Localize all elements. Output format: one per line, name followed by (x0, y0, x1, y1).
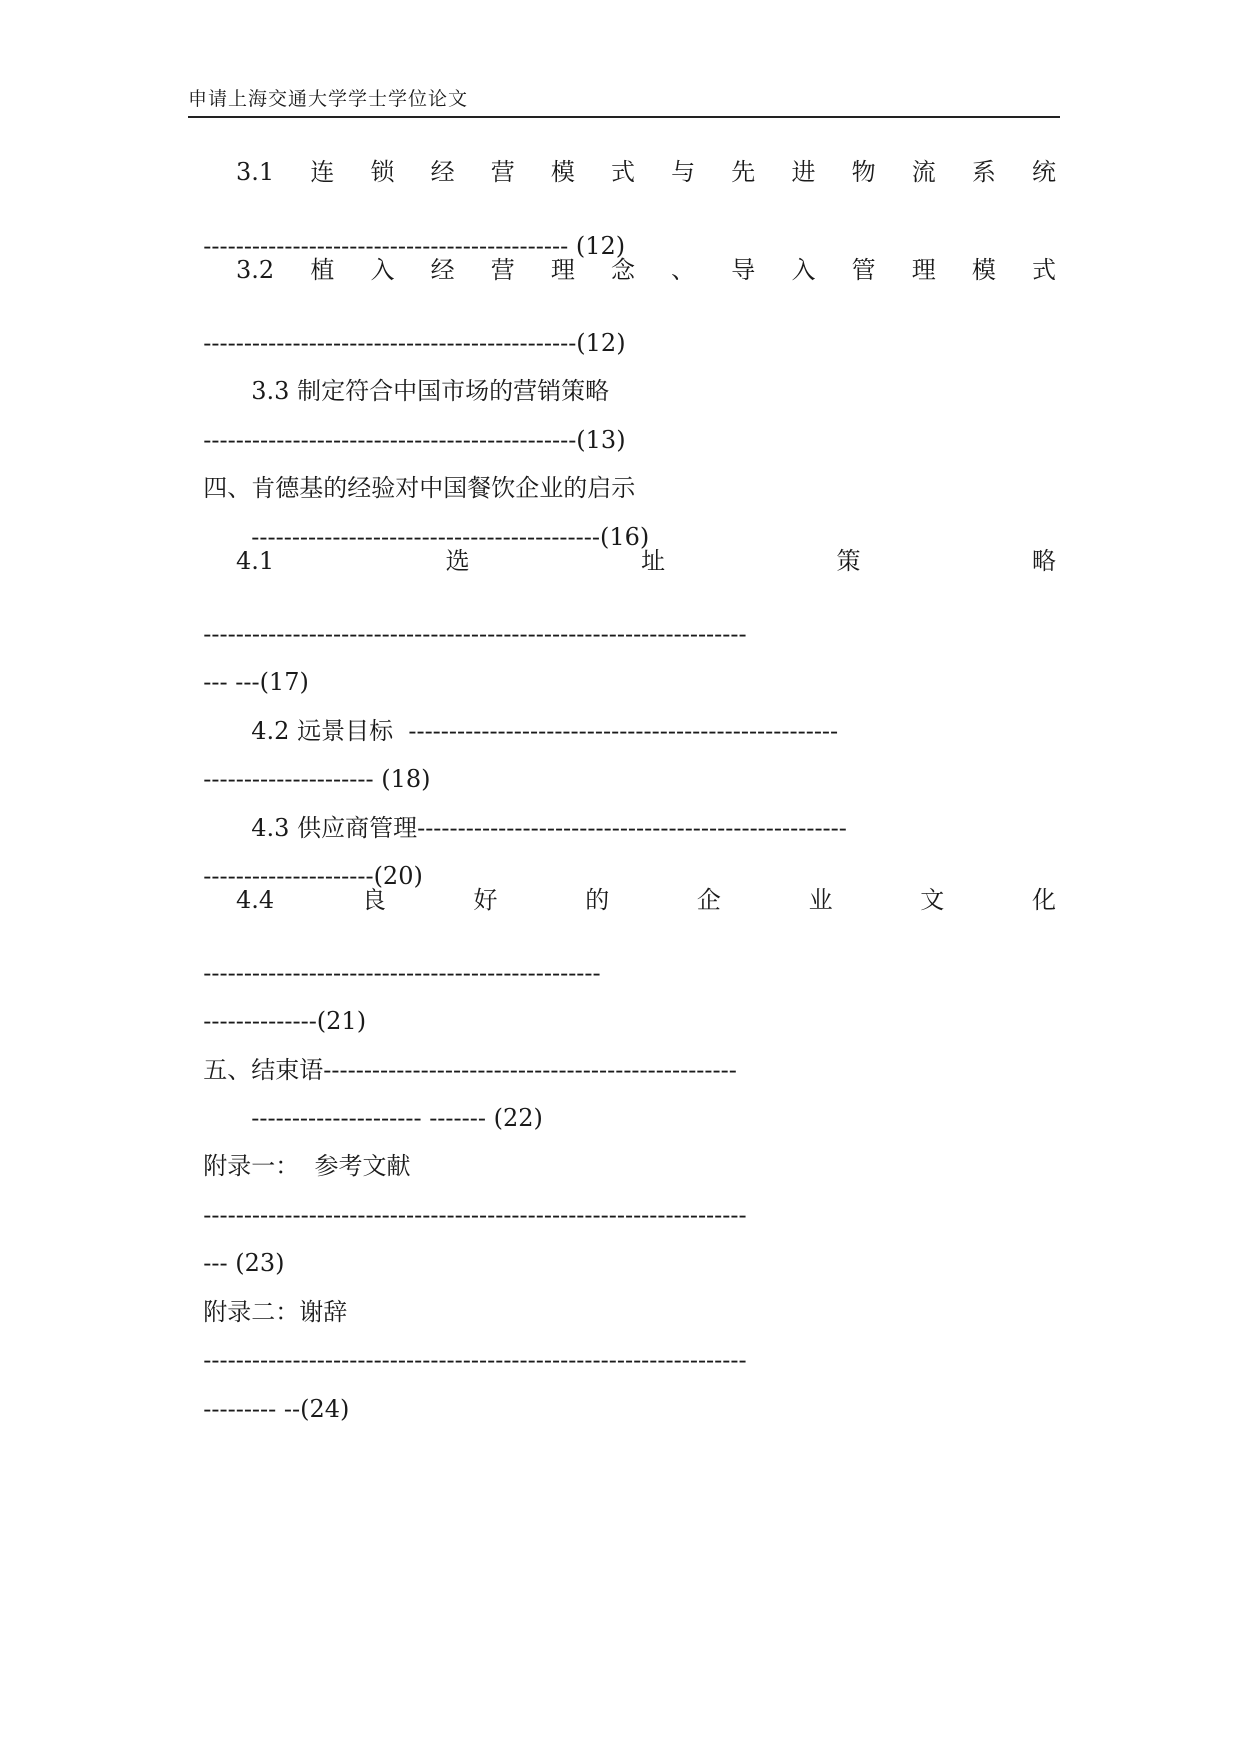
page-number: (23) (235, 1249, 285, 1275)
toc-appendix-2-title (188, 1276, 347, 1324)
toc-entry-4-4-dashes (188, 937, 601, 985)
entry-title: 制定符合中国市场的营销策略 (297, 377, 610, 405)
page-number: (12) (575, 232, 626, 258)
toc-entry-4-1-tail (188, 646, 309, 694)
title-char: 策 (836, 547, 861, 575)
toc-entry-3-2-dashes (188, 307, 626, 355)
entry-title: 五、结束语 (203, 1056, 324, 1084)
toc-entry-4-3-title (236, 792, 1060, 840)
title-char: 先 (731, 158, 756, 186)
leader-dashes: --------------------- ------- (251, 1104, 486, 1130)
toc-entry-4-1-title (236, 549, 1056, 573)
leader-dashes: ------------------------------------------------- (203, 959, 601, 985)
entry-title: 四、肯德基的经验对中国餐饮企业的启示 (203, 474, 636, 502)
title-char: 企 (696, 886, 721, 914)
title-char: 连 (310, 158, 335, 186)
toc-entry-4-4-tail (188, 985, 366, 1033)
toc-entry-4-1-dashes (188, 598, 1060, 646)
leader-dashes: -------------- (203, 1007, 317, 1033)
title-char: 选 (445, 547, 470, 575)
page-number: (17) (259, 668, 309, 694)
toc-entry-4-2-title (236, 695, 1060, 743)
entry-number: 3.3 (251, 377, 290, 405)
entry-number: 4.3 (251, 814, 290, 840)
title-char: 与 (671, 158, 696, 186)
title-char: 址 (641, 547, 666, 575)
toc-appendix-1-title (188, 1130, 411, 1178)
title-char: 文 (920, 886, 945, 914)
title-char: 营 (490, 256, 515, 284)
leader-dashes: ------------------------------------------- (251, 523, 600, 549)
leader-dashes: --------------------------------------------------- (323, 1056, 737, 1084)
title-char: 经 (430, 158, 455, 186)
title-char: 系 (971, 158, 996, 186)
title-char: 理 (911, 256, 936, 284)
entry-title: 附录一： 参考文献 (203, 1152, 411, 1180)
title-char: 、 (671, 256, 696, 284)
toc-entry-3-1-dashes (188, 210, 625, 258)
toc-entry-3-2-title (236, 258, 1056, 282)
entry-number: 3.2 (236, 256, 275, 284)
page-number: (22) (493, 1104, 543, 1130)
leader-dashes: --------------------- (203, 862, 374, 888)
title-char: 统 (1032, 158, 1056, 186)
title-char: 流 (911, 158, 936, 186)
page-header (188, 88, 1060, 118)
toc-entry-3-3-dashes (188, 404, 626, 452)
leader-dashes: ------------------------------------------------------------------- (203, 1201, 747, 1227)
title-char: 式 (611, 158, 636, 186)
page-number: (13) (576, 426, 626, 452)
leader-dashes: ------------------------------------------------------------------- (203, 1346, 747, 1372)
leader-dashes: --------------------------------------------- (203, 232, 569, 258)
leader-dashes: ----------------------------------------------------- (408, 717, 839, 743)
entry-number: 4.4 (236, 886, 275, 914)
title-char: 良 (361, 886, 386, 914)
toc-entry-4-dashes (236, 501, 649, 549)
page-number: (18) (381, 765, 431, 791)
title-char: 业 (808, 886, 833, 914)
leader-dashes: --------------------- (203, 765, 374, 791)
entry-title: 附录二：谢辞 (203, 1298, 348, 1326)
title-char: 物 (851, 158, 876, 186)
page-number: (12) (576, 329, 626, 355)
toc-entry-5-title (188, 1034, 737, 1082)
leader-dashes: ------------------------------------------------------------------- (203, 620, 747, 646)
toc-appendix-2-tail (188, 1373, 349, 1421)
title-char: 模 (550, 158, 575, 186)
toc-entry-3-3-title (236, 355, 609, 403)
leader-dashes: ----------------------------------------------------- (417, 814, 847, 840)
title-char: 略 (1031, 547, 1056, 575)
entry-number: 4.1 (236, 547, 275, 575)
leader-dashes: --- (203, 1249, 228, 1275)
title-char: 理 (550, 256, 575, 284)
title-char: 管 (851, 256, 876, 284)
page-number: (20) (373, 862, 423, 888)
title-char: 营 (490, 158, 515, 186)
title-char: 锁 (370, 158, 395, 186)
leader-dashes: ---------------------------------------------- (203, 329, 577, 355)
leader-dashes: ---------------------------------------------- (203, 426, 577, 452)
page-number: (16) (599, 523, 650, 549)
title-char: 化 (1031, 886, 1056, 914)
toc-appendix-1-dashes (188, 1179, 1060, 1227)
toc-entry-4-4-title (236, 888, 1056, 912)
entry-number: 4.2 (251, 717, 290, 743)
toc-appendix-2-dashes (188, 1324, 1060, 1372)
toc-entry-3-1-title (236, 160, 1056, 184)
title-char: 导 (731, 256, 756, 284)
title-char: 念 (611, 256, 636, 284)
toc-entry-4-2-tail (188, 743, 430, 791)
title-char: 模 (971, 256, 996, 284)
title-char: 好 (473, 886, 498, 914)
toc-entry-4-title (188, 452, 635, 500)
title-char: 入 (370, 256, 395, 284)
title-char: 植 (310, 256, 335, 284)
page-number: (24) (300, 1395, 350, 1421)
title-char: 入 (791, 256, 816, 284)
title-char: 式 (1032, 256, 1056, 284)
toc-entry-4-3-tail (188, 840, 423, 888)
header-title: 申请上海交通大学学士学位论文 (188, 88, 469, 110)
page-number: (21) (316, 1007, 367, 1033)
entry-title: 供应商管理 (297, 814, 418, 840)
leader-dashes: --------- -- (203, 1395, 301, 1421)
leader-dashes: --- --- (203, 668, 260, 694)
toc-appendix-1-tail (188, 1227, 285, 1275)
entry-number: 3.1 (236, 158, 275, 186)
entry-title: 远景目标 (297, 717, 394, 743)
title-char: 的 (585, 886, 610, 914)
title-char: 进 (791, 158, 816, 186)
toc-entry-5-tail (236, 1082, 543, 1130)
title-char: 经 (430, 256, 455, 284)
